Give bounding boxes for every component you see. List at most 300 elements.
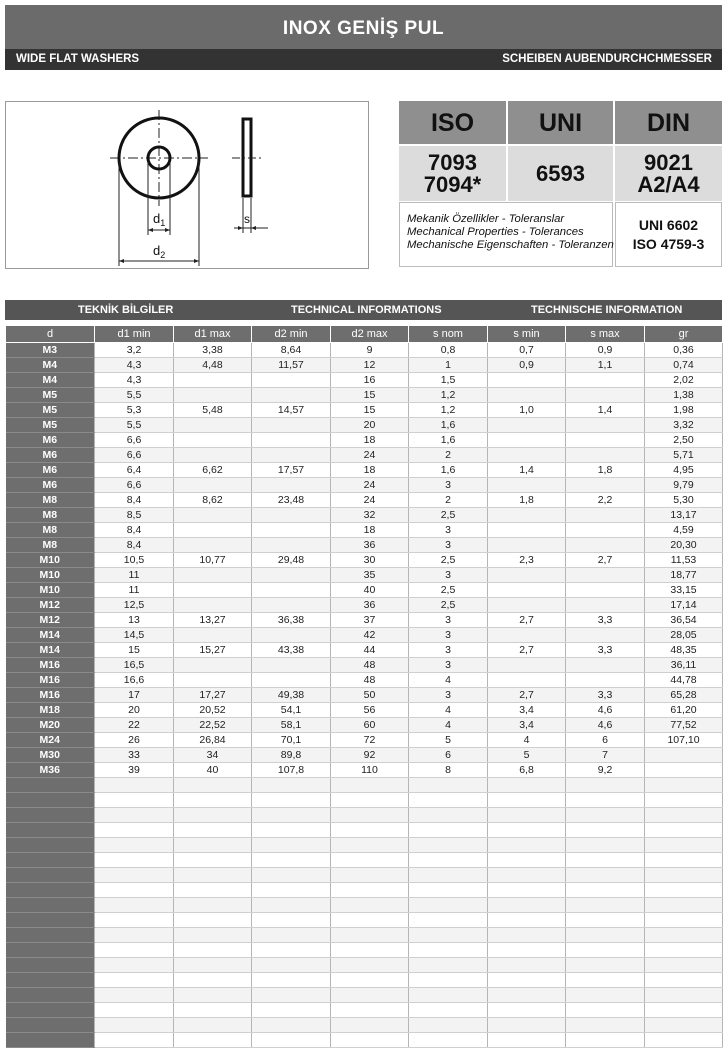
size-cell	[6, 1003, 95, 1018]
table-cell: 49,38	[252, 688, 331, 703]
table-cell	[566, 478, 645, 493]
table-cell: 43,38	[252, 643, 331, 658]
table-cell: 50	[331, 688, 409, 703]
table-cell	[488, 928, 566, 943]
table-cell	[566, 898, 645, 913]
table-row	[6, 898, 723, 913]
d1-label: $d_1$	[153, 211, 166, 228]
column-header: gr	[645, 326, 723, 343]
table-cell: 37	[331, 613, 409, 628]
d1-arrow-left	[148, 228, 153, 232]
table-cell	[252, 1018, 331, 1033]
table-cell	[409, 838, 488, 853]
table-cell: 32	[331, 508, 409, 523]
column-header: s min	[488, 326, 566, 343]
table-row	[6, 643, 723, 658]
table-cell: 13,27	[174, 613, 252, 628]
table-cell	[488, 388, 566, 403]
size-cell: M36	[6, 763, 95, 778]
table-cell	[409, 1003, 488, 1018]
table-cell: 1,2	[409, 403, 488, 418]
table-cell: 16,5	[95, 658, 174, 673]
table-cell	[488, 1033, 566, 1048]
table-cell	[409, 988, 488, 1003]
table-cell: 44	[331, 643, 409, 658]
table-cell	[488, 838, 566, 853]
table-cell	[566, 823, 645, 838]
table-cell	[174, 868, 252, 883]
table-cell	[95, 793, 174, 808]
table-cell	[252, 1003, 331, 1018]
table-cell: 8,62	[174, 493, 252, 508]
table-cell	[252, 853, 331, 868]
table-cell	[488, 508, 566, 523]
table-cell	[488, 913, 566, 928]
table-cell	[174, 793, 252, 808]
table-cell	[174, 973, 252, 988]
table-cell: 1,6	[409, 418, 488, 433]
table-cell	[252, 1033, 331, 1048]
table-cell	[331, 853, 409, 868]
table-cell: 20,52	[174, 703, 252, 718]
table-cell	[95, 808, 174, 823]
table-cell: 3	[409, 658, 488, 673]
table-cell: 42	[331, 628, 409, 643]
size-cell	[6, 973, 95, 988]
table-row	[6, 673, 723, 688]
table-row	[6, 613, 723, 628]
table-cell	[488, 523, 566, 538]
norm-iso: ISO 4759-3	[632, 236, 705, 252]
table-cell	[331, 958, 409, 973]
washer-drawing-svg	[6, 102, 368, 268]
table-cell	[488, 973, 566, 988]
table-cell	[174, 373, 252, 388]
subtitle-english: WIDE FLAT WASHERS	[16, 53, 140, 65]
size-cell	[6, 898, 95, 913]
table-cell: 2,5	[409, 508, 488, 523]
technical-info-bar	[5, 300, 722, 320]
table-cell: 15,27	[174, 643, 252, 658]
table-cell	[331, 883, 409, 898]
size-cell: M4	[6, 373, 95, 388]
size-cell: M6	[6, 448, 95, 463]
table-cell	[409, 898, 488, 913]
table-cell	[488, 943, 566, 958]
size-cell	[6, 823, 95, 838]
size-cell	[6, 868, 95, 883]
table-row	[6, 658, 723, 673]
size-cell: M5	[6, 388, 95, 403]
table-cell	[174, 883, 252, 898]
tech-info-english: TECHNICAL INFORMATIONS	[291, 304, 442, 316]
table-cell	[645, 808, 723, 823]
table-row	[6, 958, 723, 973]
table-cell: 20,30	[645, 538, 723, 553]
table-cell	[174, 1018, 252, 1033]
table-cell	[488, 988, 566, 1003]
table-cell	[174, 898, 252, 913]
table-cell: 72	[331, 733, 409, 748]
size-cell	[6, 988, 95, 1003]
table-cell	[488, 628, 566, 643]
table-cell	[409, 928, 488, 943]
table-cell	[645, 853, 723, 868]
table-cell: 4	[488, 733, 566, 748]
table-cell	[645, 748, 723, 763]
table-cell: 36,54	[645, 613, 723, 628]
table-cell: 2,5	[409, 583, 488, 598]
properties-german: Mechanische Eigenschaften - Toleranzen	[407, 239, 614, 251]
table-cell: 14,57	[252, 403, 331, 418]
table-cell	[566, 793, 645, 808]
table-cell: 20	[331, 418, 409, 433]
size-cell: M30	[6, 748, 95, 763]
table-cell	[566, 883, 645, 898]
table-cell	[95, 913, 174, 928]
table-cell	[95, 1018, 174, 1033]
table-cell	[95, 838, 174, 853]
size-cell: M6	[6, 463, 95, 478]
table-cell	[488, 898, 566, 913]
table-cell: 11	[95, 583, 174, 598]
table-cell: 2,7	[488, 643, 566, 658]
table-row	[6, 808, 723, 823]
table-cell	[409, 808, 488, 823]
table-row	[6, 928, 723, 943]
size-cell: M14	[6, 628, 95, 643]
table-cell	[95, 988, 174, 1003]
table-cell: 18	[331, 463, 409, 478]
table-cell	[95, 958, 174, 973]
table-cell	[566, 433, 645, 448]
table-cell	[488, 658, 566, 673]
table-cell	[252, 448, 331, 463]
table-cell: 36	[331, 538, 409, 553]
table-cell	[488, 538, 566, 553]
table-cell	[174, 658, 252, 673]
table-cell: 8,4	[95, 523, 174, 538]
table-cell: 3	[409, 613, 488, 628]
table-cell	[645, 943, 723, 958]
table-cell	[645, 883, 723, 898]
table-cell	[488, 883, 566, 898]
table-row	[6, 883, 723, 898]
table-cell	[174, 988, 252, 1003]
table-cell: 18	[331, 433, 409, 448]
table-cell: 24	[331, 493, 409, 508]
table-cell	[174, 838, 252, 853]
table-cell: 13	[95, 613, 174, 628]
size-cell: M5	[6, 418, 95, 433]
table-cell	[174, 823, 252, 838]
table-cell	[488, 433, 566, 448]
table-cell: 92	[331, 748, 409, 763]
table-row	[6, 523, 723, 538]
table-cell	[488, 868, 566, 883]
tolerance-norms	[615, 202, 722, 267]
table-cell: 0,9	[488, 358, 566, 373]
table-row	[6, 388, 723, 403]
table-cell	[174, 523, 252, 538]
table-cell	[252, 388, 331, 403]
table-cell: 4,3	[95, 373, 174, 388]
size-cell: M8	[6, 508, 95, 523]
size-cell: M10	[6, 568, 95, 583]
table-cell: 5	[409, 733, 488, 748]
size-cell: M8	[6, 523, 95, 538]
s-arrow-right	[251, 226, 256, 230]
table-cell	[566, 598, 645, 613]
table-cell	[566, 913, 645, 928]
d2-label: $d_2$	[153, 243, 166, 260]
technical-drawing	[5, 101, 369, 269]
table-cell	[645, 1033, 723, 1048]
size-cell	[6, 778, 95, 793]
size-cell	[6, 883, 95, 898]
table-cell: 1,4	[566, 403, 645, 418]
table-cell	[174, 943, 252, 958]
table-cell: 4,6	[566, 718, 645, 733]
size-cell: M8	[6, 538, 95, 553]
table-cell	[488, 568, 566, 583]
table-cell: 1,8	[488, 493, 566, 508]
table-row	[6, 793, 723, 808]
table-row	[6, 448, 723, 463]
iso-numbers	[399, 146, 506, 201]
din-number-1: 9021	[644, 149, 693, 175]
table-row	[6, 778, 723, 793]
table-cell	[252, 928, 331, 943]
table-cell: 9,79	[645, 478, 723, 493]
table-cell	[331, 973, 409, 988]
table-cell	[409, 1033, 488, 1048]
table-cell	[174, 478, 252, 493]
table-cell	[566, 1033, 645, 1048]
table-cell	[331, 838, 409, 853]
table-cell	[566, 838, 645, 853]
table-cell	[252, 538, 331, 553]
size-cell	[6, 808, 95, 823]
table-cell: 3	[409, 478, 488, 493]
table-cell	[252, 568, 331, 583]
table-cell: 6,8	[488, 763, 566, 778]
table-cell	[331, 1018, 409, 1033]
table-cell	[174, 583, 252, 598]
table-cell	[331, 823, 409, 838]
table-cell	[252, 988, 331, 1003]
table-cell: 4	[409, 673, 488, 688]
table-cell: 5,5	[95, 418, 174, 433]
table-cell	[409, 943, 488, 958]
table-cell	[645, 898, 723, 913]
iso-header: ISO	[399, 101, 506, 144]
table-row	[6, 853, 723, 868]
size-cell	[6, 958, 95, 973]
table-row	[6, 373, 723, 388]
table-row	[6, 538, 723, 553]
table-cell: 2	[409, 493, 488, 508]
table-row	[6, 583, 723, 598]
table-cell: 6	[409, 748, 488, 763]
table-cell: 3,3	[566, 613, 645, 628]
table-cell	[95, 853, 174, 868]
table-cell: 3	[409, 523, 488, 538]
table-cell	[566, 943, 645, 958]
column-header: d2 max	[331, 326, 409, 343]
table-cell: 4,3	[95, 358, 174, 373]
table-cell: 3	[409, 628, 488, 643]
size-cell: M18	[6, 703, 95, 718]
table-cell: 40	[174, 763, 252, 778]
table-row	[6, 493, 723, 508]
table-cell: 4,6	[566, 703, 645, 718]
table-cell	[566, 988, 645, 1003]
size-cell: M16	[6, 688, 95, 703]
s-label: s	[244, 212, 250, 226]
table-row	[6, 703, 723, 718]
table-cell: 5	[488, 748, 566, 763]
table-cell	[566, 673, 645, 688]
table-row	[6, 403, 723, 418]
table-cell: 0,74	[645, 358, 723, 373]
column-header: d2 min	[252, 326, 331, 343]
table-cell	[409, 958, 488, 973]
table-cell: 16	[331, 373, 409, 388]
table-cell	[409, 913, 488, 928]
column-header: s nom	[409, 326, 488, 343]
table-cell: 2,7	[566, 553, 645, 568]
table-cell	[566, 808, 645, 823]
table-cell: 107,8	[252, 763, 331, 778]
table-cell: 2,02	[645, 373, 723, 388]
table-row	[6, 748, 723, 763]
table-row	[6, 1033, 723, 1048]
table-cell: 2	[409, 448, 488, 463]
table-row	[6, 913, 723, 928]
table-row	[6, 463, 723, 478]
table-cell: 30	[331, 553, 409, 568]
properties-turkish: Mekanik Özellikler - Toleranslar	[407, 213, 565, 225]
table-cell: 3	[409, 538, 488, 553]
size-cell: M16	[6, 658, 95, 673]
d2-arrow-right	[194, 259, 199, 263]
table-cell	[645, 973, 723, 988]
table-cell: 1,6	[409, 433, 488, 448]
size-cell	[6, 943, 95, 958]
table-cell: 6,62	[174, 463, 252, 478]
table-cell: 2,3	[488, 553, 566, 568]
table-cell	[488, 418, 566, 433]
table-cell: 4,48	[174, 358, 252, 373]
table-cell	[331, 943, 409, 958]
table-cell: 24	[331, 448, 409, 463]
table-cell	[645, 928, 723, 943]
table-row	[6, 1018, 723, 1033]
table-cell	[331, 793, 409, 808]
table-cell	[488, 1018, 566, 1033]
table-cell	[252, 583, 331, 598]
table-cell: 1,98	[645, 403, 723, 418]
table-row	[6, 988, 723, 1003]
table-cell	[174, 598, 252, 613]
table-cell: 3,3	[566, 643, 645, 658]
size-cell: M12	[6, 613, 95, 628]
table-cell: 18	[331, 523, 409, 538]
table-cell	[566, 583, 645, 598]
table-row	[6, 943, 723, 958]
table-row	[6, 478, 723, 493]
uni-number	[508, 146, 613, 201]
table-cell: 5,30	[645, 493, 723, 508]
table-cell	[174, 448, 252, 463]
size-cell: M16	[6, 673, 95, 688]
table-cell	[252, 778, 331, 793]
table-row	[6, 868, 723, 883]
table-cell	[331, 1033, 409, 1048]
table-cell	[488, 598, 566, 613]
table-cell: 36,38	[252, 613, 331, 628]
table-cell: 16,6	[95, 673, 174, 688]
table-cell	[252, 673, 331, 688]
table-cell	[95, 1033, 174, 1048]
table-cell	[566, 853, 645, 868]
table-row	[6, 718, 723, 733]
table-cell	[566, 1018, 645, 1033]
table-cell: 60	[331, 718, 409, 733]
table-row	[6, 553, 723, 568]
column-header: d1 max	[174, 326, 252, 343]
table-cell: 14,5	[95, 628, 174, 643]
table-cell: 10,77	[174, 553, 252, 568]
table-cell: 6,6	[95, 433, 174, 448]
table-cell	[252, 598, 331, 613]
table-cell	[645, 913, 723, 928]
table-cell	[566, 418, 645, 433]
table-cell: 3	[409, 688, 488, 703]
table-cell	[174, 1033, 252, 1048]
table-cell	[252, 658, 331, 673]
table-cell	[95, 943, 174, 958]
table-row	[6, 838, 723, 853]
table-cell	[174, 538, 252, 553]
table-cell: 1,6	[409, 463, 488, 478]
table-row	[6, 568, 723, 583]
size-cell: M3	[6, 343, 95, 358]
table-cell: 3	[409, 643, 488, 658]
table-cell	[645, 1018, 723, 1033]
table-cell	[174, 808, 252, 823]
table-cell	[488, 583, 566, 598]
table-cell	[252, 793, 331, 808]
table-cell	[566, 373, 645, 388]
table-row	[6, 823, 723, 838]
table-cell: 10,5	[95, 553, 174, 568]
table-cell: 56	[331, 703, 409, 718]
table-cell	[645, 868, 723, 883]
table-cell	[488, 478, 566, 493]
table-row	[6, 433, 723, 448]
table-cell	[566, 868, 645, 883]
table-row	[6, 418, 723, 433]
table-cell: 3,2	[95, 343, 174, 358]
table-cell: 58,1	[252, 718, 331, 733]
table-cell	[331, 913, 409, 928]
table-cell: 26	[95, 733, 174, 748]
table-cell: 5,48	[174, 403, 252, 418]
table-cell: 6,6	[95, 448, 174, 463]
table-cell: 12	[331, 358, 409, 373]
